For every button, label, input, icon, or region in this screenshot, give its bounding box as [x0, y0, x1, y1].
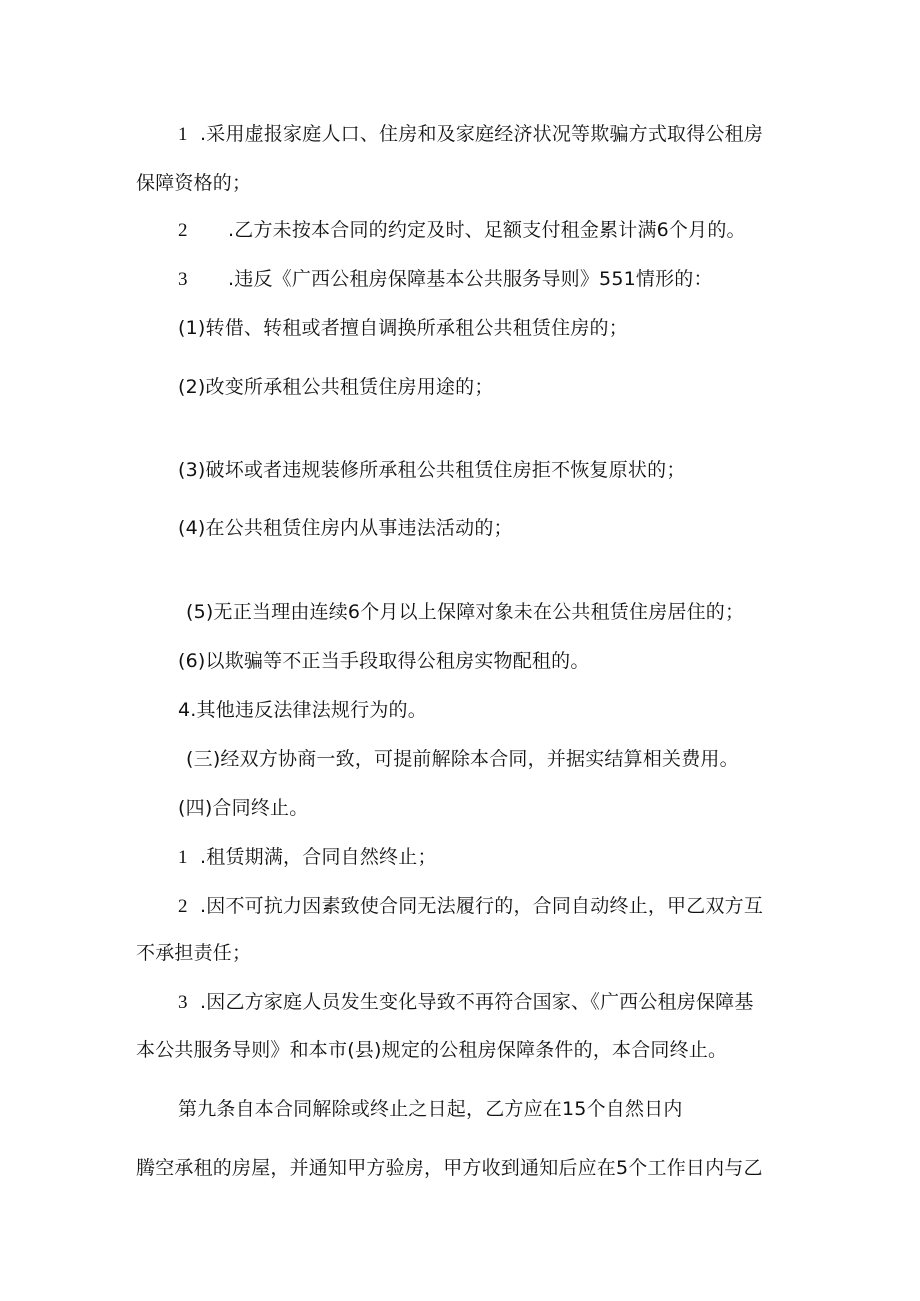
subitem-4-line [178, 515, 513, 541]
item-text: .违反《广西公租房保障基本公共服务导则》551情形的： [228, 268, 713, 290]
termination-3-line [178, 989, 754, 1016]
item-number: 1 [178, 124, 188, 145]
item-text: .租赁期满，合同自然终止； [200, 846, 437, 868]
termination-3-continuation [136, 1037, 727, 1063]
termination-1-line [178, 844, 437, 871]
item-2-line [178, 217, 746, 244]
subitem-3-line [178, 457, 686, 483]
subitem-1-line [178, 315, 628, 341]
item-text: (5)无正当理由连续6个月以上保障对象未在公共租赁住房居住的； [186, 601, 745, 623]
item-text: 不承担责任； [136, 942, 252, 964]
subitem-5-line [186, 599, 744, 625]
section-4-heading [178, 795, 308, 821]
item-text: (1)转借、转租或者擅自调换所承租公共租赁住房的； [178, 317, 628, 339]
item-text: 第九条自本合同解除或终止之日起，乙方应在15个自然日内 [178, 1098, 683, 1120]
section-3-line [186, 746, 739, 772]
item-text: 腾空承租的房屋，并通知甲方验房，甲方收到通知后应在5个工作日内与乙 [136, 1157, 763, 1179]
item-number: 2 [178, 896, 188, 917]
item-text: (4)在公共租赁住房内从事违法活动的； [178, 517, 513, 539]
item-number: 1 [178, 847, 188, 868]
item-number: 3 [178, 269, 188, 290]
item-text: .因乙方家庭人员发生变化导致不再符合国家、《广西公租房保障基 [200, 991, 754, 1013]
article-9-continuation [136, 1155, 763, 1181]
item-3-line [178, 266, 713, 293]
item-1-line [178, 121, 763, 148]
item-number: 2 [178, 220, 188, 241]
item-text: .采用虚报家庭人口、住房和及家庭经济状况等欺骗方式取得公租房 [200, 123, 764, 145]
item-text: .乙方未按本合同的约定及时、足额支付租金累计满6个月的。 [228, 219, 746, 241]
subitem-6-line [178, 648, 590, 674]
item-text: .因不可抗力因素致使合同无法履行的，合同自动终止，甲乙双方互 [200, 895, 764, 917]
subitem-2-line [178, 374, 494, 400]
item-text: (四)合同终止。 [178, 797, 309, 819]
item-text: (3)破坏或者违规装修所承租公共租赁住房拒不恢复原状的； [178, 459, 686, 481]
item-text: (2)改变所承租公共租赁住房用途的； [178, 376, 494, 398]
item-1-continuation [136, 170, 251, 196]
item-text: 本公共服务导则》和本市(县)规定的公租房保障条件的，本合同终止。 [136, 1039, 728, 1061]
termination-2-line [178, 893, 763, 920]
termination-2-continuation [136, 940, 251, 966]
item-text: (6)以欺骗等不正当手段取得公租房实物配租的。 [178, 650, 590, 672]
item-text: 4.其他违反法律法规行为的。 [178, 699, 427, 721]
item-text: (三)经双方协商一致，可提前解除本合同，并据实结算相关费用。 [186, 748, 739, 770]
item-4-line [178, 697, 427, 723]
item-number: 3 [178, 992, 188, 1013]
article-9-line [178, 1096, 683, 1122]
item-text: 保障资格的； [136, 172, 252, 194]
